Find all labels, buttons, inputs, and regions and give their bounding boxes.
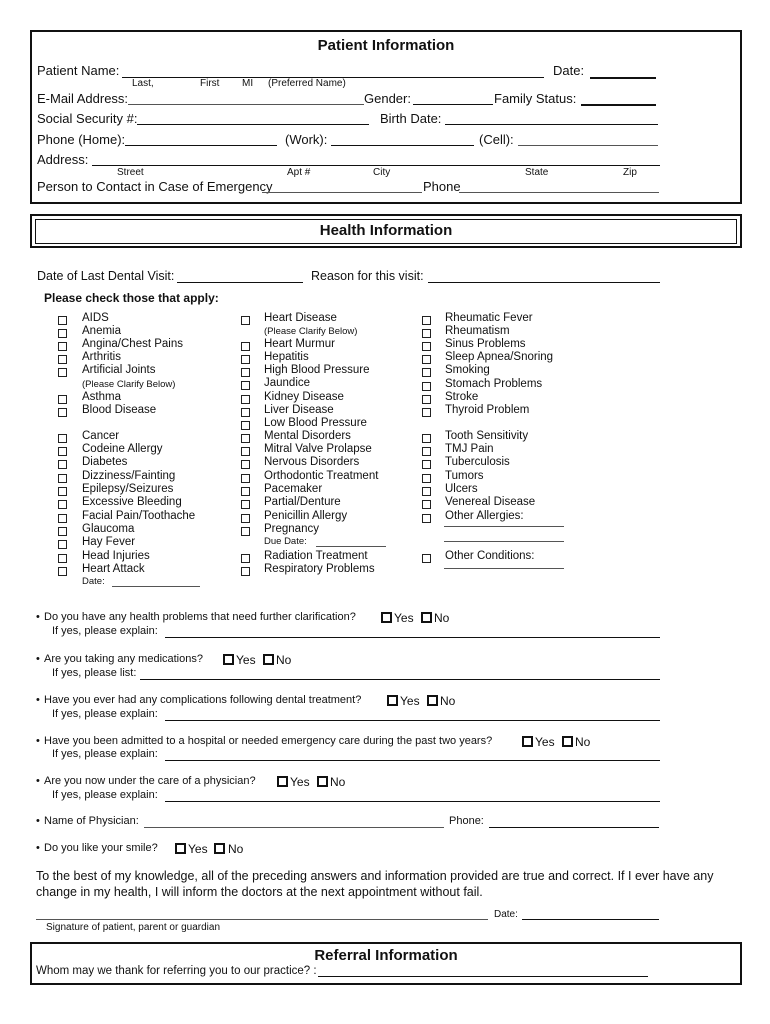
question-3-explain-field[interactable] — [165, 720, 660, 721]
gender-label: Gender: — [364, 91, 411, 106]
signature-field[interactable] — [36, 919, 488, 920]
condition-checkbox[interactable] — [58, 408, 67, 417]
due-date-field[interactable] — [316, 546, 386, 547]
condition-label: Head Injuries — [82, 550, 150, 562]
reason-field[interactable] — [428, 282, 660, 283]
condition-checkbox[interactable] — [422, 408, 431, 417]
addr-sub-state: State — [525, 167, 549, 178]
yes-label: Yes — [400, 694, 420, 708]
condition-label: Dizziness/Fainting — [82, 470, 176, 482]
condition-checkbox[interactable] — [422, 514, 431, 523]
phone-work-field[interactable] — [331, 145, 474, 146]
no-label: No — [330, 775, 346, 789]
condition-checkbox[interactable] — [422, 355, 431, 364]
question-5-yes-checkbox[interactable] — [277, 776, 288, 787]
question-bullet: • — [36, 653, 40, 665]
condition-label: Hepatitis — [264, 351, 309, 363]
attestation-text: To the best of my knowledge, all of the preceding answers and information provided are true and correct. If I ever have any change in my health, I will inform the doctors at the next appointment without fail. — [36, 869, 714, 899]
question-2-explain-field[interactable] — [140, 679, 660, 680]
condition-label: Liver Disease — [264, 404, 334, 416]
addr-sub-city: City — [373, 167, 391, 178]
phone-cell-label: (Cell): — [479, 132, 514, 147]
phone-work-label: (Work): — [285, 132, 328, 147]
condition-checkbox[interactable] — [241, 395, 250, 404]
condition-label: Artificial Joints — [82, 364, 156, 376]
condition-checkbox[interactable] — [241, 368, 250, 377]
condition-label: AIDS — [82, 312, 109, 324]
question-6-text: Do you like your smile? — [44, 842, 158, 854]
condition-label: Partial/Denture — [264, 496, 341, 508]
question-1-explain-field[interactable] — [165, 637, 660, 638]
heart-attack-date-label: Date: — [82, 576, 105, 587]
condition-label: Arthritis — [82, 351, 121, 363]
heart-attack-date-field[interactable] — [112, 586, 200, 587]
signature-label: Signature of patient, parent or guardian — [46, 922, 221, 933]
yes-label: Yes — [188, 842, 208, 856]
condition-label: Tuberculosis — [445, 456, 510, 468]
condition-label: Mental Disorders — [264, 430, 351, 442]
birth-date-field[interactable] — [445, 124, 658, 125]
question-4-text: Have you been admitted to a hospital or needed emergency care during the past two years? — [44, 735, 493, 747]
referral-label: Whom may we thank for referring you to our practice? : — [36, 965, 317, 977]
condition-label: Other Conditions: — [445, 550, 535, 562]
other-field[interactable] — [444, 526, 564, 527]
condition-label: Rheumatic Fever — [445, 312, 533, 324]
address-field[interactable] — [92, 165, 660, 166]
question-bullet: • — [36, 735, 40, 747]
explain-label: If yes, please explain: — [52, 625, 158, 637]
date-field[interactable] — [590, 77, 656, 79]
address-label: Address: — [37, 152, 89, 167]
condition-checkbox[interactable] — [241, 514, 250, 523]
clarify-note: (Please Clarify Below) — [82, 379, 176, 390]
condition-label: Thyroid Problem — [445, 404, 530, 416]
condition-label: Asthma — [82, 391, 121, 403]
condition-checkbox[interactable] — [241, 474, 250, 483]
question-1-yes-checkbox[interactable] — [381, 612, 392, 623]
question-1-text: Do you have any health problems that need further clarification? — [44, 611, 356, 623]
condition-label: Low Blood Pressure — [264, 417, 367, 429]
condition-checkbox[interactable] — [241, 527, 250, 536]
no-label: No — [276, 653, 292, 667]
physician-name-label: Name of Physician: — [44, 815, 139, 827]
condition-label: Smoking — [445, 364, 490, 376]
condition-checkbox[interactable] — [422, 382, 431, 391]
condition-checkbox[interactable] — [58, 527, 67, 536]
explain-label: If yes, please list: — [52, 667, 137, 679]
question-bullet: • — [36, 611, 40, 623]
condition-checkbox[interactable] — [422, 487, 431, 496]
name-sub-last: Last, — [132, 78, 154, 89]
condition-checkbox[interactable] — [241, 554, 250, 563]
condition-label: Radiation Treatment — [264, 550, 368, 562]
condition-checkbox[interactable] — [241, 567, 250, 576]
name-sub-preferred: (Preferred Name) — [268, 78, 346, 89]
condition-label: Heart Murmur — [264, 338, 335, 350]
question-5-text: Are you now under the care of a physician? — [44, 775, 256, 787]
condition-checkbox[interactable] — [241, 408, 250, 417]
yes-label: Yes — [394, 611, 414, 625]
condition-checkbox[interactable] — [422, 395, 431, 404]
condition-label: Anemia — [82, 325, 121, 337]
condition-checkbox[interactable] — [58, 474, 67, 483]
phone-cell-field[interactable] — [518, 145, 658, 146]
condition-checkbox[interactable] — [422, 434, 431, 443]
condition-checkbox[interactable] — [58, 554, 67, 563]
condition-label: Pacemaker — [264, 483, 323, 495]
condition-checkbox[interactable] — [58, 355, 67, 364]
condition-checkbox[interactable] — [58, 368, 67, 377]
referral-field[interactable] — [318, 976, 648, 977]
condition-label: Excessive Bleeding — [82, 496, 182, 508]
condition-label: Orthodontic Treatment — [264, 470, 379, 482]
question-bullet: • — [36, 842, 40, 854]
name-sub-mi: MI — [242, 78, 254, 89]
referral-title: Referral Information — [314, 947, 458, 964]
emergency-phone-label: Phone — [423, 179, 461, 194]
question-bullet: • — [36, 815, 40, 827]
clarify-note: (Please Clarify Below) — [264, 326, 358, 337]
condition-checkbox[interactable] — [58, 500, 67, 509]
condition-checkbox[interactable] — [58, 540, 67, 549]
email-label: E-Mail Address: — [37, 91, 129, 106]
condition-checkbox[interactable] — [58, 487, 67, 496]
condition-label: Tumors — [445, 470, 484, 482]
yes-label: Yes — [535, 735, 555, 749]
no-label: No — [228, 842, 244, 856]
ssn-label: Social Security #: — [37, 111, 138, 126]
condition-checkbox[interactable] — [241, 487, 250, 496]
signature-date-label: Date: — [494, 909, 518, 920]
question-2-no-checkbox[interactable] — [263, 654, 274, 665]
condition-label: Epilepsy/Seizures — [82, 483, 174, 495]
family-status-field[interactable] — [581, 104, 656, 106]
condition-label: Nervous Disorders — [264, 456, 360, 468]
condition-checkbox[interactable] — [58, 514, 67, 523]
condition-label: Heart Disease — [264, 312, 337, 324]
no-label: No — [440, 694, 456, 708]
date-label: Date: — [553, 63, 585, 78]
other-field[interactable] — [444, 568, 564, 569]
condition-checkbox[interactable] — [422, 500, 431, 509]
condition-checkbox[interactable] — [241, 421, 250, 430]
addr-sub-street: Street — [117, 167, 144, 178]
question-3-yes-checkbox[interactable] — [387, 695, 398, 706]
condition-checkbox[interactable] — [422, 368, 431, 377]
yes-label: Yes — [236, 653, 256, 667]
condition-label: Cancer — [82, 430, 120, 442]
condition-label: Diabetes — [82, 456, 128, 468]
condition-label: Stomach Problems — [445, 378, 543, 390]
health-info-title: Health Information — [319, 222, 453, 239]
condition-label: Rheumatism — [445, 325, 510, 337]
question-4-no-checkbox[interactable] — [562, 736, 573, 747]
condition-checkbox[interactable] — [422, 447, 431, 456]
reason-label: Reason for this visit: — [311, 269, 424, 283]
condition-checkbox[interactable] — [241, 381, 250, 390]
condition-checkbox[interactable] — [422, 342, 431, 351]
yes-label: Yes — [290, 775, 310, 789]
physician-phone-label: Phone: — [449, 815, 484, 827]
condition-label: Hay Fever — [82, 536, 136, 548]
condition-checkbox[interactable] — [58, 395, 67, 404]
signature-date-field[interactable] — [522, 919, 659, 920]
condition-label: Sinus Problems — [445, 338, 526, 350]
emergency-phone-field[interactable] — [459, 192, 659, 193]
question-bullet: • — [36, 775, 40, 787]
condition-label: Kidney Disease — [264, 391, 344, 403]
condition-label: Venereal Disease — [445, 496, 536, 508]
condition-checkbox[interactable] — [241, 355, 250, 364]
question-4-yes-checkbox[interactable] — [522, 736, 533, 747]
condition-label: Mitral Valve Prolapse — [264, 443, 372, 455]
condition-label: TMJ Pain — [445, 443, 494, 455]
condition-checkbox[interactable] — [58, 434, 67, 443]
condition-checkbox[interactable] — [422, 460, 431, 469]
condition-checkbox[interactable] — [422, 316, 431, 325]
condition-checkbox[interactable] — [422, 554, 431, 563]
emergency-contact-label: Person to Contact in Case of Emergency — [37, 179, 273, 194]
condition-label: Angina/Chest Pains — [82, 338, 184, 350]
ssn-field[interactable] — [137, 124, 369, 125]
condition-checkbox[interactable] — [241, 460, 250, 469]
question-bullet: • — [36, 694, 40, 706]
phone-home-field[interactable] — [125, 145, 277, 146]
name-sub-first: First — [200, 78, 220, 89]
gender-field[interactable] — [413, 104, 493, 105]
explain-label: If yes, please explain: — [52, 789, 158, 801]
condition-checkbox[interactable] — [422, 474, 431, 483]
last-visit-field[interactable] — [177, 282, 303, 283]
question-5-no-checkbox[interactable] — [317, 776, 328, 787]
condition-checkbox[interactable] — [58, 316, 67, 325]
last-visit-label: Date of Last Dental Visit: — [37, 269, 175, 283]
condition-checkbox[interactable] — [58, 447, 67, 456]
explain-label: If yes, please explain: — [52, 748, 158, 760]
question-6-yes-checkbox[interactable] — [175, 843, 186, 854]
patient-name-label: Patient Name: — [37, 63, 120, 78]
check-instructions: Please check those that apply: — [44, 291, 219, 305]
condition-label: Tooth Sensitivity — [445, 430, 529, 442]
family-status-label: Family Status: — [494, 91, 577, 106]
condition-label: Ulcers — [445, 483, 478, 495]
condition-checkbox[interactable] — [241, 447, 250, 456]
question-3-no-checkbox[interactable] — [427, 695, 438, 706]
physician-name-field[interactable] — [144, 827, 444, 828]
condition-checkbox[interactable] — [58, 460, 67, 469]
condition-checkbox[interactable] — [241, 500, 250, 509]
question-2-text: Are you taking any medications? — [44, 653, 203, 665]
question-5-explain-field[interactable] — [165, 801, 660, 802]
question-2-yes-checkbox[interactable] — [223, 654, 234, 665]
birth-date-label: Birth Date: — [380, 111, 442, 126]
condition-label: Other Allergies: — [445, 510, 524, 522]
condition-checkbox[interactable] — [241, 434, 250, 443]
condition-label: Stroke — [445, 391, 479, 403]
condition-label: Facial Pain/Toothache — [82, 510, 196, 522]
question-6-no-checkbox[interactable] — [214, 843, 225, 854]
phone-home-label: Phone (Home): — [37, 132, 126, 147]
explain-label: If yes, please explain: — [52, 708, 158, 720]
condition-checkbox[interactable] — [58, 342, 67, 351]
condition-label: Jaundice — [264, 377, 311, 389]
condition-label: Codeine Allergy — [82, 443, 163, 455]
condition-label: High Blood Pressure — [264, 364, 370, 376]
condition-checkbox[interactable] — [241, 342, 250, 351]
condition-label: Blood Disease — [82, 404, 157, 416]
question-3-text: Have you ever had any complications following dental treatment? — [44, 694, 362, 706]
other-field[interactable] — [444, 541, 564, 542]
emergency-contact-field[interactable] — [262, 192, 422, 193]
condition-label: Sleep Apnea/Snoring — [445, 351, 554, 363]
due-date-label: Due Date: — [264, 536, 307, 547]
condition-checkbox[interactable] — [241, 316, 250, 325]
physician-phone-field[interactable] — [489, 827, 659, 828]
patient-info-title: Patient Information — [317, 37, 455, 54]
condition-label: Penicillin Allergy — [264, 510, 348, 522]
condition-checkbox[interactable] — [422, 329, 431, 338]
addr-sub-zip: Zip — [623, 167, 637, 178]
email-field[interactable] — [128, 104, 364, 105]
condition-label: Respiratory Problems — [264, 563, 375, 575]
condition-checkbox[interactable] — [58, 329, 67, 338]
condition-label: Pregnancy — [264, 523, 319, 535]
condition-label: Heart Attack — [82, 563, 145, 575]
no-label: No — [434, 611, 450, 625]
question-4-explain-field[interactable] — [165, 760, 660, 761]
no-label: No — [575, 735, 591, 749]
question-1-no-checkbox[interactable] — [421, 612, 432, 623]
condition-checkbox[interactable] — [58, 567, 67, 576]
condition-label: Glaucoma — [82, 523, 135, 535]
addr-sub-apt: Apt # — [287, 167, 311, 178]
